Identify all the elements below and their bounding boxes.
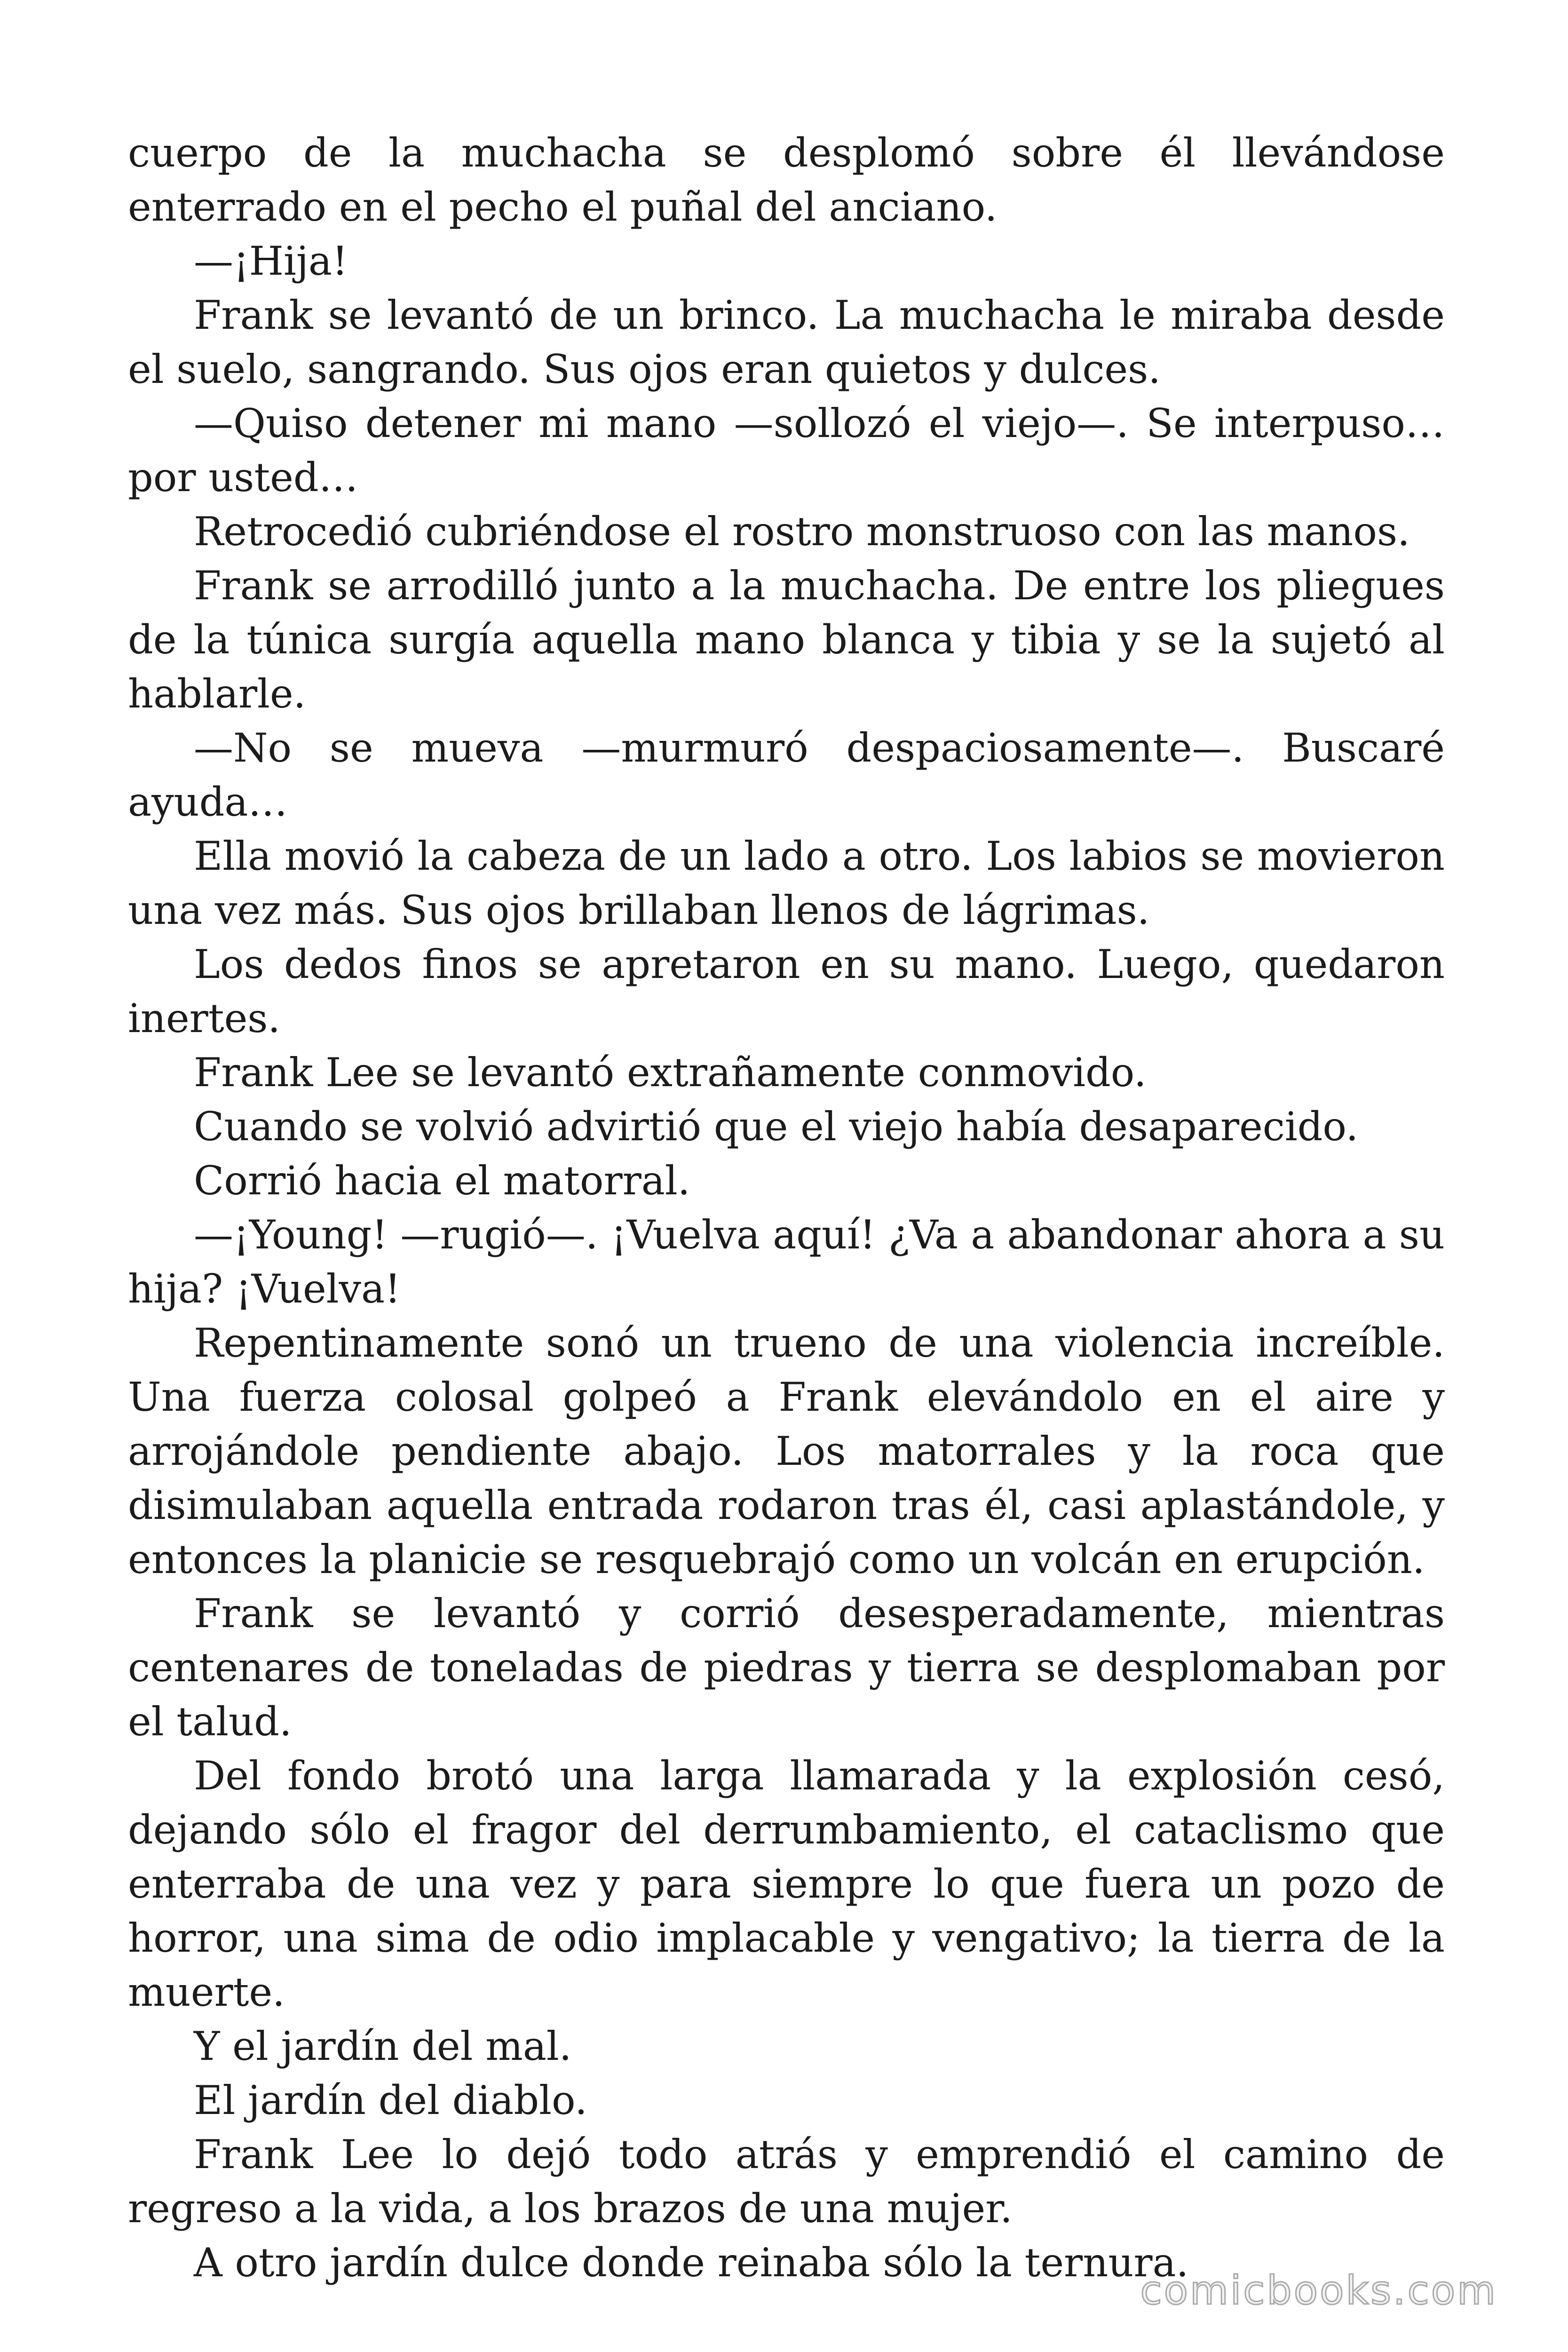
paragraph: —¡Hija!: [194, 238, 348, 284]
paragraph: Cuando se volvió advirtió que el viejo había desaparecido.: [194, 1104, 1359, 1150]
paragraph: —¡Young! —rugió—. ¡Vuelva aquí! ¿Va a abandonar ahora a su hija? ¡Vuelva!: [128, 1212, 1445, 1312]
paragraph: Frank se levantó de un brinco. La muchacha le miraba desde el suelo, sangrando. Sus ojos eran quietos y dulces.: [128, 292, 1445, 392]
paragraph: Y el jardín del mal.: [194, 2023, 572, 2069]
paragraph: cuerpo de la muchacha se desplomó sobre él llevándose enterrado en el pecho el puñal del anciano.: [128, 130, 1445, 230]
paragraph: Del fondo brotó una larga llamarada y la explosión cesó, dejando sólo el fragor del derrumbamiento, el cataclismo que enterraba de una vez y para siempre lo que fuera un pozo de horror, una sima de odio implacable y vengativo; la tierra de la muerte.: [128, 1753, 1445, 2015]
paragraph: Corrió hacia el matorral.: [194, 1158, 690, 1204]
paragraph: Los dedos finos se apretaron en su mano. Luego, quedaron inertes.: [128, 941, 1445, 1041]
paragraph: Frank Lee lo dejó todo atrás y emprendió el camino de regreso a la vida, a los brazos de una mujer.: [128, 2131, 1445, 2232]
paragraph: Frank Lee se levantó extrañamente conmovido.: [194, 1049, 1147, 1096]
paragraph: El jardín del diablo.: [194, 2077, 587, 2123]
paragraph: Frank se levantó y corrió desesperadamente, mientras centenares de toneladas de piedras y tierra se desplomaban por el talud.: [128, 1590, 1445, 1745]
watermark: comicbooks.com: [1140, 2267, 1497, 2313]
paragraph: —No se mueva —murmuró despaciosamente—. Buscaré ayuda…: [128, 725, 1445, 825]
paragraph: Frank se arrodilló junto a la muchacha. De entre los pliegues de la túnica surgía aquella mano blanca y tibia y se la sujetó al hablarle.: [128, 563, 1445, 717]
paragraph: —Quiso detener mi mano —sollozó el viejo—. Se interpuso… por usted…: [128, 400, 1445, 501]
paragraph: Ella movió la cabeza de un lado a otro. Los labios se movieron una vez más. Sus ojos brillaban llenos de lágrimas.: [128, 833, 1445, 933]
paragraph: Repentinamente sonó un trueno de una violencia increíble. Una fuerza colosal golpeó a Frank elevándolo en el aire y arrojándole pendiente abajo. Los matorrales y la roca que disimulaban aquella entrada rodaron tras él, casi aplastándole, y entonces la planicie se resquebrajó como un volcán en erupción.: [128, 1320, 1445, 1582]
page-body: [128, 126, 1445, 2290]
paragraph: Retrocedió cubriéndose el rostro monstruoso con las manos.: [194, 509, 1410, 555]
paragraph: A otro jardín dulce donde reinaba sólo la ternura.: [194, 2240, 1189, 2286]
